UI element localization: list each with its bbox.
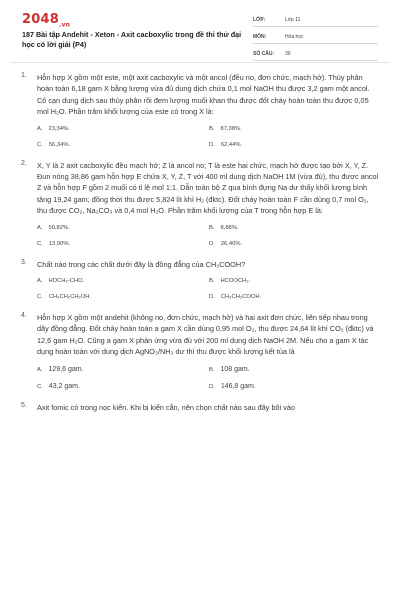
option-text: 43,2 gam. xyxy=(48,382,80,390)
option-letter: C. xyxy=(37,383,43,390)
meta-row-class xyxy=(253,13,378,27)
option-letter: D. xyxy=(209,383,215,390)
answer-options xyxy=(37,126,380,148)
question-number: 3. xyxy=(21,258,27,266)
option-text: CH₃CH₂COOH. xyxy=(220,294,262,301)
option-letter: B. xyxy=(209,278,215,285)
meta-value: Lớp 11 xyxy=(285,16,301,23)
meta-key: LỚP: xyxy=(253,16,266,23)
answer-options xyxy=(37,278,380,300)
question-text: Hỗn hợp X gồm một este, một axit cacboxylic và một ancol (đều no, đơn chức, mạch hở). Thủy phân hoàn toàn 6,18 gam X bằng lượng vừa đủ dung dịch chứa 0,1 mol NaOH thu được 3,2 gam một ancol. Cô cạn dung dịch sau thủy phân rồi đem lượng muối khan thu được đốt cháy hoàn toàn thu được 0,05 mol H₂O. Phần trăm khối lượng của este có trong X là: xyxy=(37,73,370,117)
meta-row-subject xyxy=(253,30,378,44)
option-text: HCOOCH₃. xyxy=(220,278,251,285)
option-text: 87,38%. xyxy=(220,125,242,132)
meta-key: MÔN: xyxy=(253,33,267,40)
option-text: 146,8 gam. xyxy=(220,382,256,390)
option-text: 50,82%. xyxy=(48,224,70,231)
question-list xyxy=(0,72,400,425)
answer-option-c[interactable] xyxy=(37,294,209,300)
option-text: 56,34%. xyxy=(48,141,71,148)
page-title: 187 Bài tập Andehit - Xeton - Axit cacboxylic trong đề thi thử đại học có lời giải (P4) xyxy=(22,30,242,49)
answer-option-b[interactable] xyxy=(209,225,359,231)
option-text: 13,90%. xyxy=(48,240,71,247)
option-letter: D. xyxy=(209,240,215,247)
answer-option-d[interactable] xyxy=(209,383,359,390)
option-letter: A. xyxy=(37,278,43,285)
logo-text: 2048 xyxy=(22,12,59,27)
answer-option-d[interactable] xyxy=(209,294,359,300)
answer-option-c[interactable] xyxy=(37,241,209,247)
meta-value: 30 xyxy=(285,50,291,57)
option-letter: D. xyxy=(209,294,215,301)
logo-suffix: .vn xyxy=(58,21,71,29)
option-text: 8,88%. xyxy=(220,224,239,231)
option-letter: A. xyxy=(37,224,43,231)
question-number: 1. xyxy=(21,72,27,79)
question-text: Axit fomic có trong nọc kiến. Khi bị kiến cắn, nên chọn chất nào sau đây bôi vào xyxy=(37,402,295,412)
site-logo[interactable] xyxy=(22,12,70,29)
option-letter: A. xyxy=(37,366,43,373)
meta-value: Hóa học xyxy=(285,33,304,40)
option-letter: C. xyxy=(37,141,43,148)
meta-row-count xyxy=(253,47,378,61)
question-number: 4. xyxy=(21,312,27,320)
option-text: 108 gam. xyxy=(220,365,250,373)
option-letter: B. xyxy=(209,366,215,373)
answer-option-d[interactable] xyxy=(209,241,359,247)
option-letter: C. xyxy=(37,240,43,247)
answer-option-a[interactable] xyxy=(37,225,209,231)
answer-option-b[interactable] xyxy=(209,366,359,373)
answer-option-a[interactable] xyxy=(37,126,209,132)
answer-option-a[interactable] xyxy=(37,278,209,284)
option-text: HOCH₂-CHO. xyxy=(48,278,85,285)
answer-option-c[interactable] xyxy=(37,383,209,390)
option-text: 62,44%. xyxy=(220,141,243,148)
answer-option-d[interactable] xyxy=(209,142,359,148)
answer-option-a[interactable] xyxy=(37,366,209,373)
option-letter: B. xyxy=(209,224,215,231)
question-number: 5. xyxy=(21,401,27,409)
question-item xyxy=(0,259,400,300)
option-letter: C. xyxy=(37,294,43,301)
question-item xyxy=(0,72,400,148)
question-item xyxy=(0,160,400,247)
document-meta xyxy=(253,13,378,64)
question-text: X, Y là 2 axit cacboxylic đều mạch hở; Z là ancol no; T là este hai chức, mạch hở được tạo bởi X, Y, Z. Đun nóng 38,86 gam hỗn hợp E chứa X, Y, Z, T với 400 ml dung dịch NaOH 1M (vừa đủ), thu được ancol Z và hỗn hợp F gồm 2 muối có tỉ lệ mol 1:1. Dẫn toàn bộ Z qua bình đựng Na dư thấy khối lượng bình tăng 19,24 gam; đồng thời thu được 5,824 lít khí H₂ (đktc). Đốt cháy hoàn toàn F cần dùng 0,7 mol O₂, thu được CO₂, Na₂CO₃ và 0,4 mol H₂O. Phần trăm khối lượng của T trong hỗn hợp E là: xyxy=(37,160,379,216)
answer-options xyxy=(37,366,380,390)
option-letter: B. xyxy=(209,125,215,132)
option-text: 26,40%. xyxy=(220,240,243,247)
option-text: 129,6 gam. xyxy=(48,365,84,373)
question-text: Hỗn hợp X gồm một andehit (không no, đơn chức, mạch hở) và hai axit đơn chức, liên tiếp nhau trong dãy đồng đẳng. Đốt cháy hoàn toàn a gam X cần dùng 0,95 mol O₂, thu được 24,64 lít khí CO₂ (đktc) và 12,6 gam H₂O. Cũng a gam X phản ứng vừa đủ với 200 ml dung dịch NaOH 2M. Nếu cho a gam X tác dụng hoàn toàn với dung dịch AgNO₃/NH₃ dư thì thu được khối lượng kết tủa là xyxy=(37,313,374,357)
question-item xyxy=(0,402,400,413)
answer-options xyxy=(37,225,380,247)
meta-key: SỐ CÂU: xyxy=(253,50,275,57)
option-letter: D. xyxy=(209,141,215,148)
question-text: Chất nào trong các chất dưới đây là đồng đẳng của CH₃COOH? xyxy=(37,259,246,269)
question-number: 2. xyxy=(21,159,27,167)
answer-option-c[interactable] xyxy=(37,142,209,148)
option-text: CH₃CH₂CH₂OH. xyxy=(48,294,92,301)
question-item xyxy=(0,312,400,390)
answer-option-b[interactable] xyxy=(209,278,359,284)
answer-option-b[interactable] xyxy=(209,126,359,132)
document-header xyxy=(0,0,400,62)
option-letter: A. xyxy=(37,125,43,132)
option-text: 23,34%. xyxy=(48,125,70,132)
